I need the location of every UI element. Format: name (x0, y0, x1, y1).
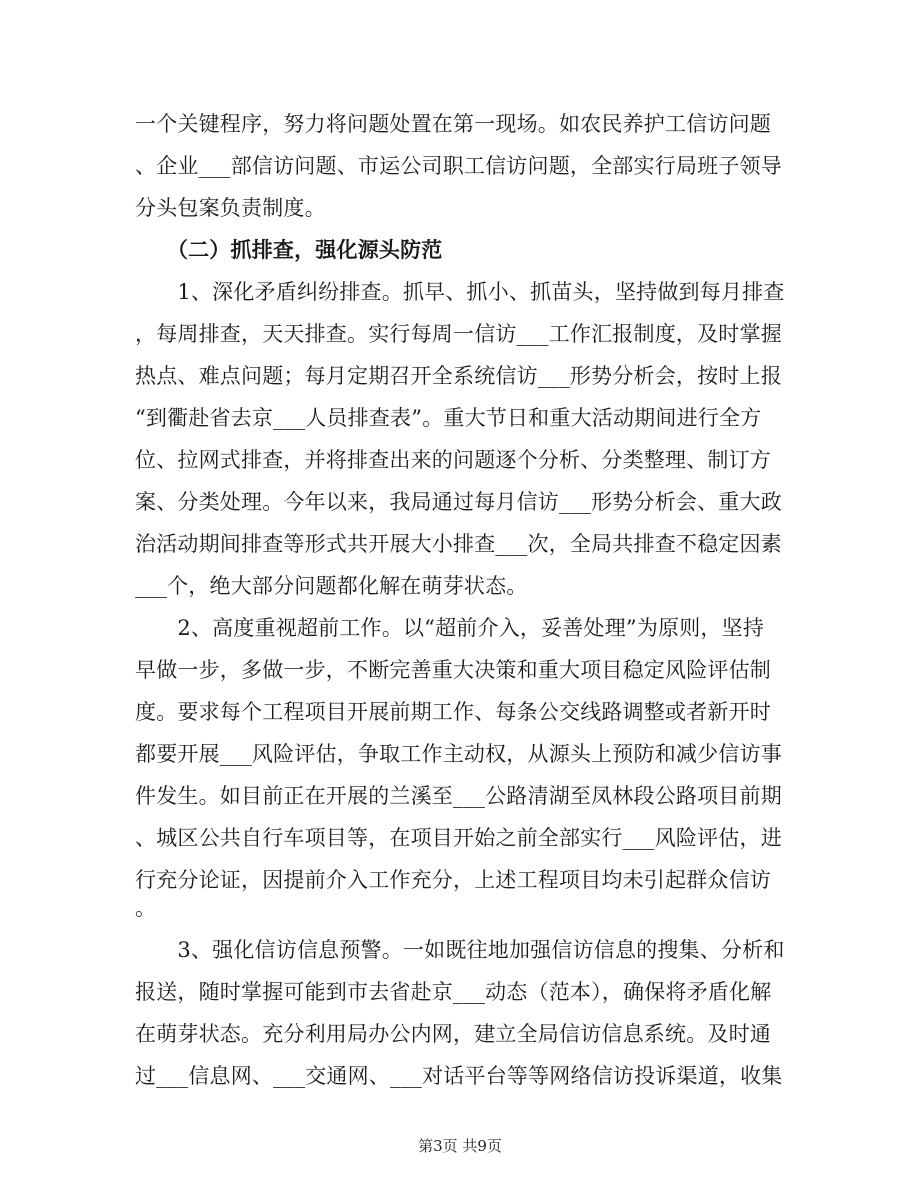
body-text-line: 度。要求每个工程项目开展前期工作、每条公交线路调整或者新开时 (135, 700, 771, 724)
section-heading: （二）抓排查，强化源头防范 (135, 237, 443, 262)
body-text-line: 治活动期间排查等形式共开展大小排查___次，全局共排查不稳定因素 (135, 532, 782, 556)
body-text-line: 过___信息网、___交通网、___对话平台等等网络信访投诉渠道，收集 (135, 1064, 783, 1088)
body-text-line: 件发生。如目前正在开展的兰溪至___公路清湖至凤林段公路项目前期 (135, 784, 782, 808)
body-text-line: 早做一步，多做一步，不断完善重大决策和重大项目稳定风险评估制 (135, 658, 771, 682)
body-text-line: 热点、难点问题；每月定期召开全系统信访___形势分析会，按时上报 (135, 364, 782, 388)
body-text-line: 都要开展___风险评估，争取工作主动权，从源头上预防和减少信访事 (135, 742, 782, 766)
body-text-line: 3、强化信访信息预警。一如既往地加强信访信息的搜集、分析和 (135, 938, 785, 962)
body-text-line: ，每周排查，天天排查。实行每周一信访___工作汇报制度，及时掌握 (135, 322, 782, 346)
body-text-line: 分头包案负责制度。 (135, 196, 326, 220)
body-text-line: 1、深化矛盾纠纷排查。抓早、抓小、抓苗头，坚持做到每月排查 (135, 280, 785, 304)
body-text-line: 行充分论证，因提前介入工作充分，上述工程项目均未引起群众信访 (135, 868, 771, 892)
body-text-line: 2、高度重视超前工作。以“超前介入，妥善处理”为原则，坚持 (135, 616, 765, 640)
body-text-line: 位、拉网式排查，并将排查出来的问题逐个分析、分类整理、制订方 (135, 448, 771, 472)
body-text-line: “到衢赴省去京___人员排查表”。重大节日和重大活动期间进行全方 (135, 406, 762, 430)
body-text-line: 案、分类处理。今年以来，我局通过每月信访___形势分析会、重大政 (135, 490, 782, 514)
body-text-line: 一个关键程序，努力将问题处置在第一现场。如农民养护工信访问题 (135, 112, 771, 136)
body-text-line: 。 (135, 896, 157, 920)
body-text-line: 报送，随时掌握可能到市去省赴京___动态（范本），确保将矛盾化解 (135, 980, 772, 1004)
body-text-line: 在萌芽状态。充分利用局办公内网，建立全局信访信息系统。及时通 (135, 1022, 771, 1046)
body-text-line: 、城区公共自行车项目等，在项目开始之前全部实行___风险评估，进 (135, 826, 782, 850)
body-text-line: 、企业___部信访问题、市运公司职工信访问题，全部实行局班子领导 (135, 154, 782, 178)
page-number-footer: 第3页 共9页 (418, 1137, 502, 1155)
body-text-line: ___个，绝大部分问题都化解在萌芽状态。 (135, 574, 528, 598)
